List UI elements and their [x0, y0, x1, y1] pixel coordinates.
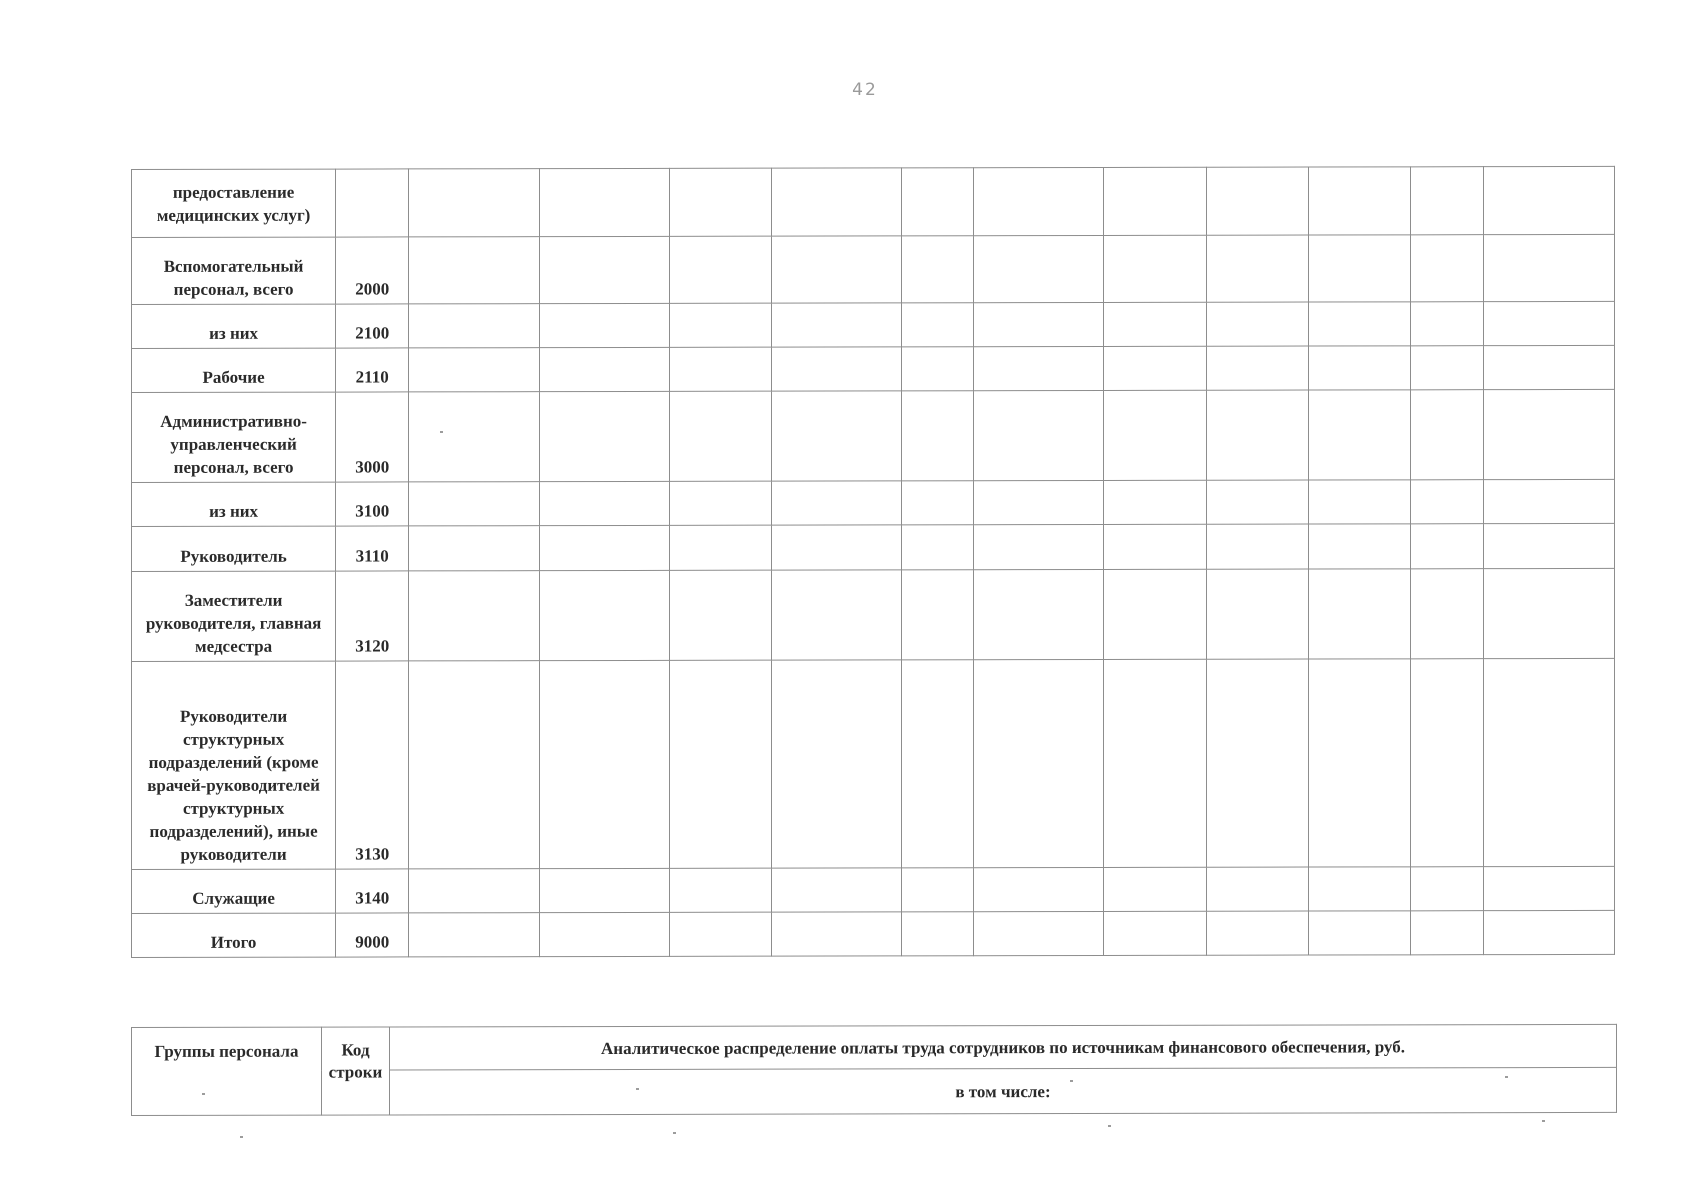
row-group-label: Заместители руководителя, главная медсестра [132, 571, 336, 661]
table-row [132, 866, 1615, 913]
row-code: 3110 [336, 526, 409, 571]
scan-speck [240, 1136, 243, 1138]
row-code: 2100 [336, 304, 409, 348]
scan-speck [636, 1088, 639, 1090]
column-header-code: Код строки [322, 1027, 390, 1115]
table-row [132, 568, 1615, 661]
table-row [132, 301, 1615, 348]
scan-speck [1505, 1076, 1508, 1078]
row-group-label: Руководитель [132, 526, 336, 571]
row-group-label: Рабочие [132, 348, 336, 392]
staff-pay-table [131, 166, 1615, 958]
row-code [336, 169, 409, 237]
table-row [132, 389, 1615, 482]
scan-speck [1070, 1080, 1073, 1082]
table-row [132, 658, 1615, 869]
row-code: 3100 [336, 482, 409, 526]
row-code: 3120 [336, 571, 409, 661]
table-row [132, 479, 1615, 526]
row-code: 3140 [336, 869, 409, 913]
row-code: 2000 [336, 237, 409, 304]
table-row [132, 166, 1615, 237]
column-header-including: в том числе: [390, 1067, 1617, 1115]
row-code: 9000 [336, 913, 409, 957]
scan-speck [1108, 1125, 1111, 1127]
page-number: 42 [852, 80, 878, 100]
scan-speck [1542, 1120, 1545, 1122]
row-code: 3000 [336, 392, 409, 482]
row-group-label: из них [132, 482, 336, 526]
table-row [132, 234, 1615, 304]
row-group-label: предоставление медицинских услуг) [132, 169, 336, 237]
column-header-group: Группы персонала [132, 1027, 322, 1115]
row-group-label: Служащие [132, 869, 336, 913]
scan-speck [440, 431, 443, 433]
row-group-label: из них [132, 304, 336, 348]
row-group-label: Итого [132, 913, 336, 957]
row-code: 3130 [336, 661, 409, 869]
scan-speck [673, 1132, 676, 1134]
row-group-label: Административно-управленческий персонал, всего [132, 392, 336, 482]
table-row [132, 910, 1615, 957]
table-row [132, 345, 1615, 392]
row-code: 2110 [336, 348, 409, 392]
distribution-header-table [131, 1024, 1617, 1116]
column-header-distribution: Аналитическое распределение оплаты труда сотрудников по источникам финансового обеспечения, руб. [390, 1024, 1617, 1070]
scan-speck [202, 1093, 205, 1095]
table-row [132, 523, 1615, 571]
row-group-label: Руководители структурных подразделений (кроме врачей-руководителей структурных подразделений), иные руководители [132, 661, 336, 869]
row-group-label: Вспомогательный персонал, всего [132, 237, 336, 304]
